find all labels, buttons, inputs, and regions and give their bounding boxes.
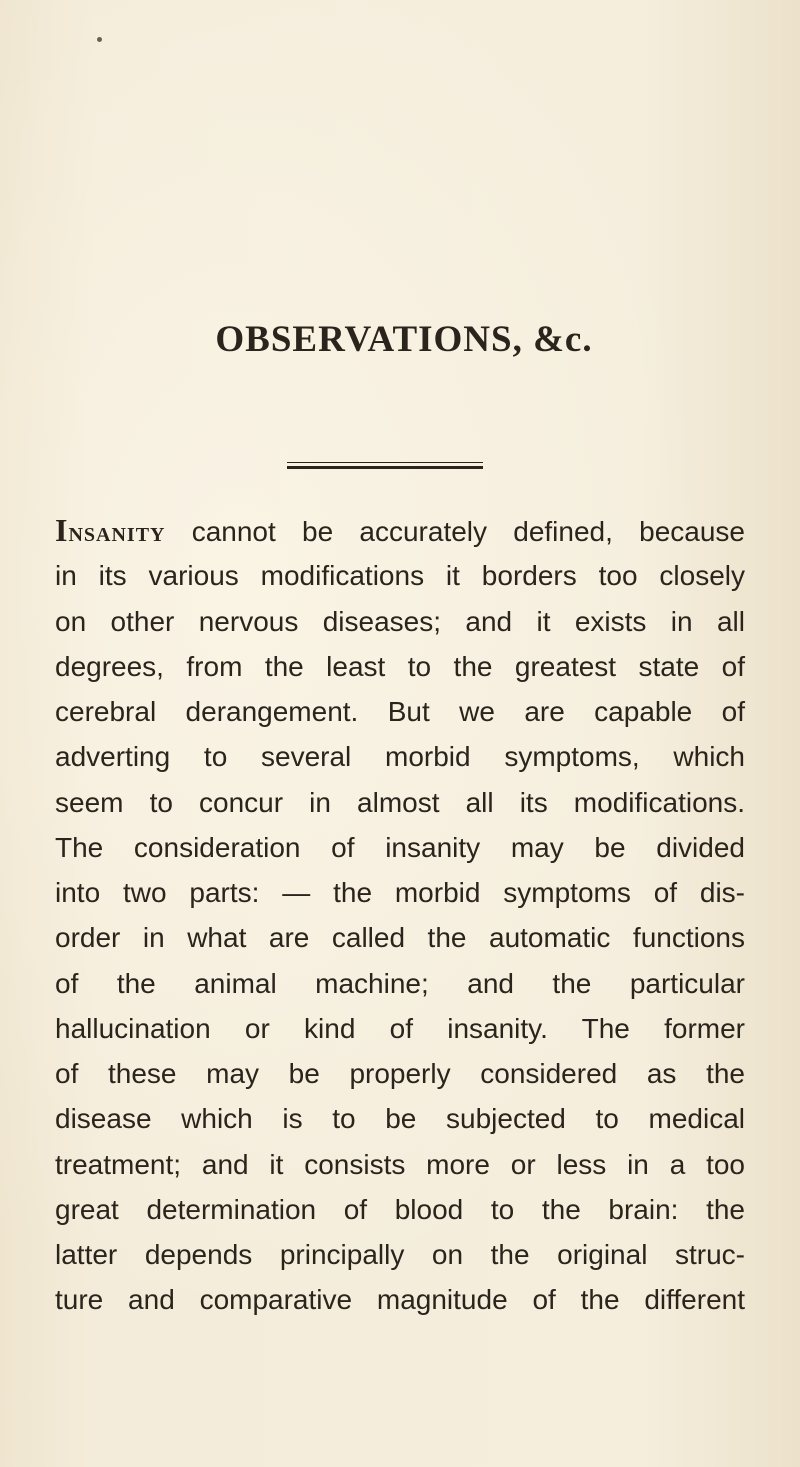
text-line: great determination of blood to the brain: the (55, 1193, 745, 1225)
text-line: in its various modifications it borders too closely (55, 560, 745, 592)
text-line: on other nervous diseases; and it exists in all (55, 605, 745, 637)
ink-speck (97, 37, 102, 42)
text-line: Insanity cannot be accurately defined, because (55, 512, 745, 548)
text-line: treatment; and it consists more or less in a too (55, 1148, 745, 1180)
heading-rule-thick (287, 466, 483, 469)
text-line: seem to concur in almost all its modifications. (55, 786, 745, 818)
text-line: latter depends principally on the original struc- (55, 1239, 745, 1270)
text-line: degrees, from the least to the greatest state of (55, 650, 745, 682)
text-line: ture and comparative magnitude of the different (55, 1284, 745, 1316)
page-heading: OBSERVATIONS, &c. (215, 319, 593, 360)
text-line: of these may be properly considered as the (55, 1058, 745, 1089)
text-line: The consideration of insanity may be divided (55, 831, 745, 863)
heading-rule-thin (287, 462, 483, 463)
text-line: into two parts: — the morbid symptoms of dis- (55, 877, 745, 908)
text-line: adverting to several morbid symptoms, which (55, 741, 745, 773)
drop-word: Insanity (55, 512, 166, 548)
text-line: disease which is to be subjected to medical (55, 1103, 745, 1135)
text-line: of the animal machine; and the particular (55, 967, 745, 999)
text-line: order in what are called the automatic functions (55, 922, 745, 954)
text-line: cerebral derangement. But we are capable of (55, 696, 745, 727)
body-paragraph (55, 508, 745, 1323)
text-line: hallucination or kind of insanity. The former (55, 1012, 745, 1044)
